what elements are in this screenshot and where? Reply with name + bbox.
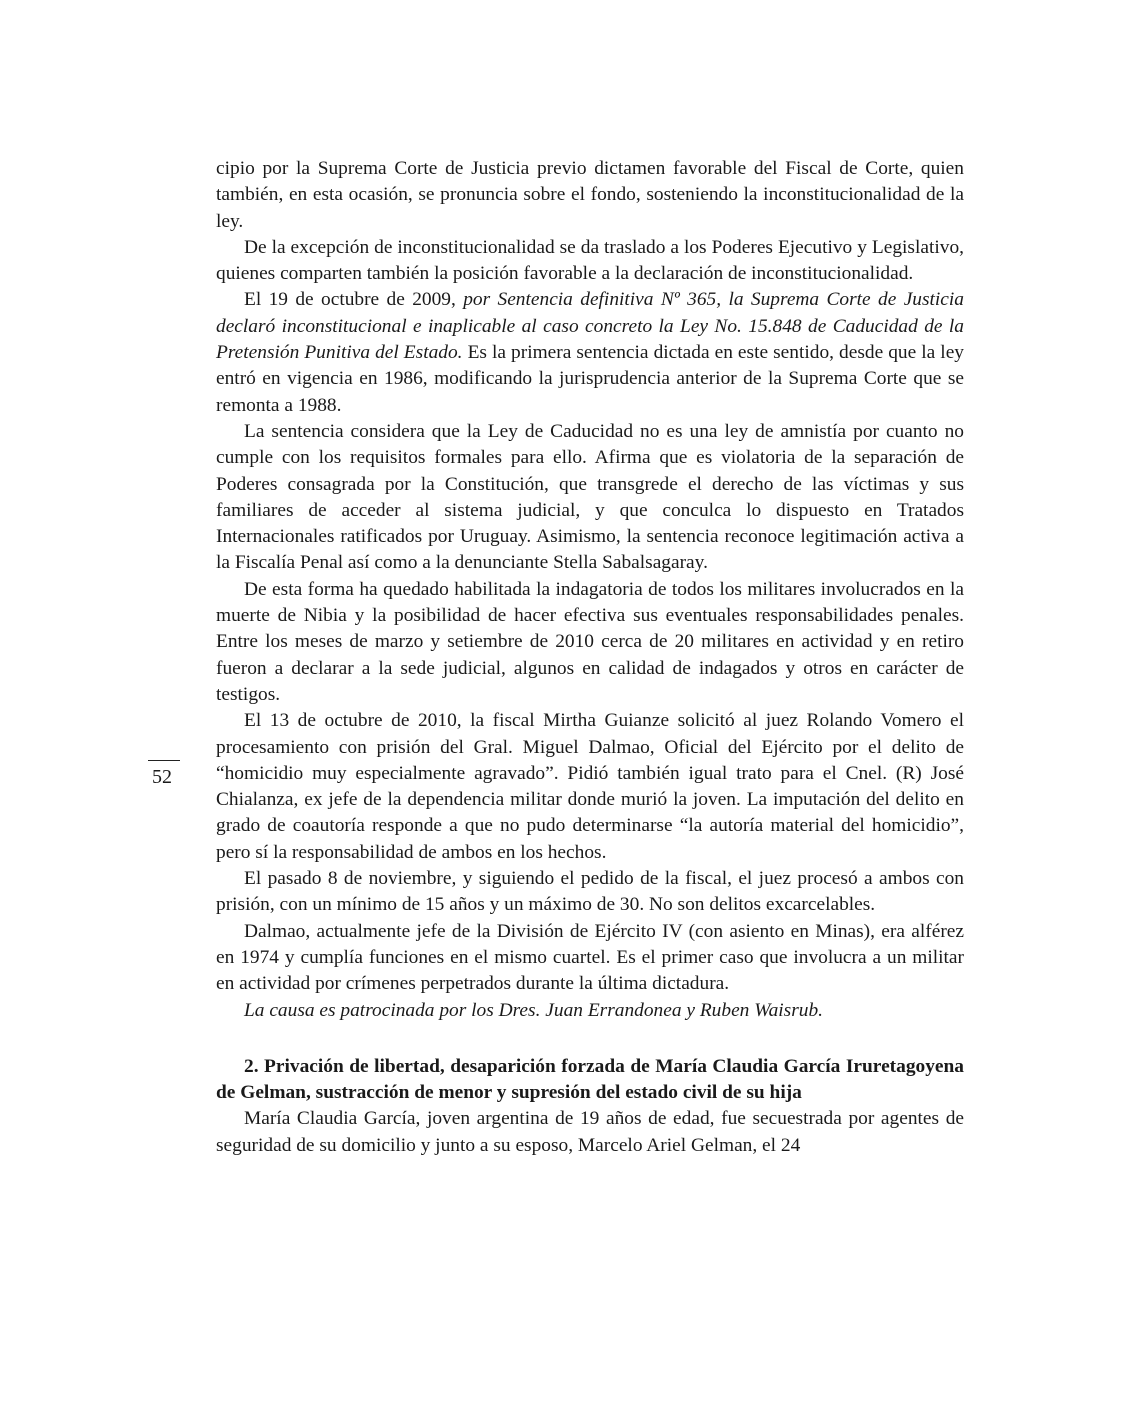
paragraph: El pasado 8 de noviembre, y siguiendo el pedido de la fiscal, el juez procesó a ambos con prisión, con un mínimo de 15 años y un máximo de 30. No son delitos excarcelables. xyxy=(216,868,964,916)
page-number-rule xyxy=(148,760,180,761)
paragraph: De esta forma ha quedado habilitada la indagatoria de todos los militares involucrados en la muerte de Nibia y la posibilidad de hacer efectiva sus eventuales responsabilidades penales. Entre los meses de marzo y setiembre de 2010 cerca de 20 militares en actividad y en retiro fueron a declarar a la sede judicial, algunos en calidad de indagados y otros en carácter de testigos. xyxy=(216,578,964,705)
paragraph xyxy=(216,287,964,418)
paragraph-tail: Es la primera sentencia dictada en este sentido, desde que la ley entró en vigencia en 1986, modificando la jurisprudencia anterior de la Suprema Corte que se remonta a 1988. xyxy=(216,342,964,416)
paragraph-lead: El 19 de octubre de 2009, xyxy=(244,289,464,311)
paragraph: La sentencia considera que la Ley de Caducidad no es una ley de amnistía por cuanto no cumple con los requisitos formales para ello. Afirma que es violatoria de la separación de Poderes consagrada por la Constitución, que transgrede el derecho de las víctimas y sus familiares de acceder al sistema judicial, y que conculca lo dispuesto en Tratados Internacionales ratificados por Uruguay. Asimismo, la sentencia reconoce legitimación activa a la Fiscalía Penal así como a la denunciante Stella Sabalsagaray. xyxy=(216,420,964,574)
section-paragraph: María Claudia García, joven argentina de 19 años de edad, fue secuestrada por agentes de seguridad de su domicilio y junto a su esposo, Marcelo Ariel Gelman, el 24 xyxy=(216,1108,964,1156)
paragraph: El 13 de octubre de 2010, la fiscal Mirtha Guianze solicitó al juez Rolando Vomero el procesamiento con prisión del Gral. Miguel Dalmao, Oficial del Ejército por el delito de “homicidio muy especialmente agravado”. Pidió también igual trato para el Cnel. (R) José Chialanza, ex jefe de la dependencia militar donde murió la joven. La imputación del delito en grado de coautoría responde a que no pudo determinarse “la autoría material del homicidio”, pero sí la responsabilidad de ambos en los hechos. xyxy=(216,710,964,863)
attribution-note: La causa es patrocinada por los Dres. Juan Errandonea y Ruben Waisrub. xyxy=(244,999,824,1021)
paragraph: De la excepción de inconstitucionalidad se da traslado a los Poderes Ejecutivo y Legislativo, quienes comparten también la posición favorable a la declaración de inconstitucionalidad. xyxy=(216,236,964,285)
paragraph: cipio por la Suprema Corte de Justicia previo dictamen favorable del Fiscal de Corte, quien también, en esta ocasión, se pronuncia sobre el fondo, sosteniendo la inconstitucionalidad de la ley. xyxy=(216,158,964,232)
section-heading: 2. Privación de libertad, desaparición forzada de María Claudia García Iruretagoyena de Gelman, sustracción de menor y supresión del estado civil de su hija xyxy=(216,1055,964,1104)
body-text xyxy=(216,156,964,1159)
paragraph: Dalmao, actualmente jefe de la División de Ejército IV (con asiento en Minas), era alférez en 1974 y cumplía funciones en el mismo cuartel. Es el primer caso que involucra a un militar en actividad por crímenes perpetrados durante la última dictadura. xyxy=(216,920,964,995)
paragraph-emphasis: por Sentencia definitiva Nº 365, la Suprema Corte de Justicia declaró inconstitucional e inaplicable al caso concreto la Ley No. 15.848 de Caducidad de la Pretensión Punitiva del Estado. xyxy=(216,289,965,364)
page-number: 52 xyxy=(152,766,172,788)
